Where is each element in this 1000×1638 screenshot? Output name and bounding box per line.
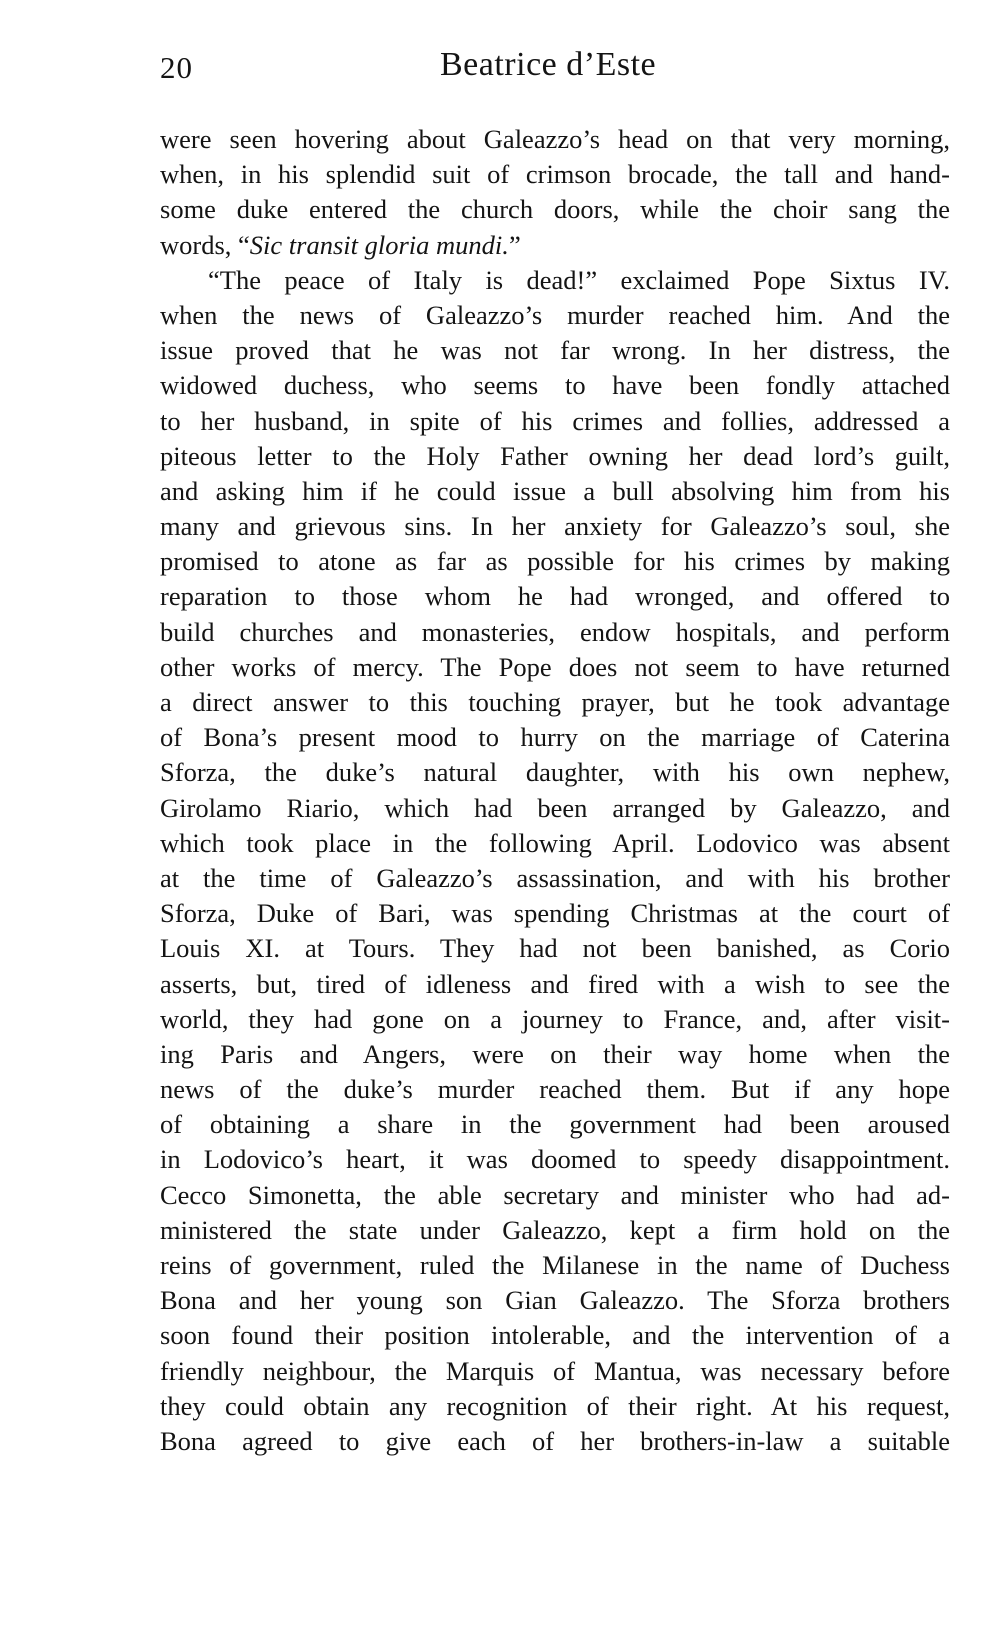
text-line: at the time of Galeazzo’s assassination, and with his brother xyxy=(160,862,950,893)
text-line: ing Paris and Angers, were on their way home when the xyxy=(160,1038,950,1069)
text-line: reins of government, ruled the Milanese in the name of Duchess xyxy=(160,1250,950,1280)
text-line: some duke entered the church doors, while the choir sang the xyxy=(160,194,950,225)
text-line: were seen hovering about Galeazzo’s head on that very morning, xyxy=(160,124,950,154)
text-line: world, they had gone on a journey to France, and, after visit- xyxy=(160,1003,950,1034)
body-text xyxy=(160,122,950,1459)
text-line: of obtaining a share in the government had been aroused xyxy=(160,1109,950,1140)
text-line: “The peace of Italy is dead!” exclaimed Pope Sixtus IV. xyxy=(208,264,950,295)
text-line: Sforza, the duke’s natural daughter, with his own nephew, xyxy=(160,757,950,788)
text-line: Sforza, Duke of Bari, was spending Christmas at the court of xyxy=(160,898,950,929)
text-line: Bona agreed to give each of her brothers-in-law a suitable xyxy=(160,1425,950,1456)
quote-suffix: ” xyxy=(508,229,521,260)
text-line: piteous letter to the Holy Father owning her dead lord’s guilt, xyxy=(160,440,950,471)
text-line: Cecco Simonetta, the able secretary and minister who had ad- xyxy=(160,1179,950,1210)
text-line: when the news of Galeazzo’s murder reached him. And the xyxy=(160,299,950,330)
text-line: they could obtain any recognition of their right. At his request, xyxy=(160,1390,950,1421)
page-number: 20 xyxy=(160,50,193,85)
text-line: asserts, but, tired of idleness and fired with a wish to see the xyxy=(160,968,950,999)
text-line: many and grievous sins. In her anxiety for Galeazzo’s soul, she xyxy=(160,511,950,542)
text-line: issue proved that he was not far wrong. In her distress, the xyxy=(160,335,950,366)
text-line: when, in his splendid suit of crimson brocade, the tall and hand- xyxy=(160,159,950,190)
text-line: friendly neighbour, the Marquis of Mantua, was necessary before xyxy=(160,1355,950,1386)
text-line: ministered the state under Galeazzo, kept a firm hold on the xyxy=(160,1214,950,1245)
running-title: Beatrice d’Este xyxy=(440,46,657,83)
text-line: widowed duchess, who seems to have been fondly attached xyxy=(160,370,950,401)
text-line: other works of mercy. The Pope does not seem to have returned xyxy=(160,651,950,682)
text-line: of Bona’s present mood to hurry on the marriage of Caterina xyxy=(160,722,950,753)
running-head xyxy=(160,46,950,94)
text-line: soon found their position intolerable, and the intervention of a xyxy=(160,1320,950,1351)
text-line: Bona and her young son Gian Galeazzo. The Sforza brothers xyxy=(160,1285,950,1316)
text-line: a direct answer to this touching prayer, but he took advantage xyxy=(160,687,950,717)
text-line: to her husband, in spite of his crimes and follies, addressed a xyxy=(160,405,950,436)
quote-prefix: words, “ xyxy=(160,229,250,260)
text-line: news of the duke’s murder reached them. But if any hope xyxy=(160,1074,950,1105)
text-line: build churches and monasteries, endow hospitals, and perform xyxy=(160,616,950,647)
text-line: and asking him if he could issue a bull absolving him from his xyxy=(160,475,950,506)
text-line: in Lodovico’s heart, it was doomed to speedy disappointment. xyxy=(160,1144,950,1175)
text-line: Louis XI. at Tours. They had not been banished, as Corio xyxy=(160,933,950,964)
text-line: promised to atone as far as possible for his crimes by making xyxy=(160,546,950,577)
quote-line xyxy=(160,228,950,263)
latin-quote: Sic transit gloria mundi. xyxy=(249,229,509,260)
text-line: reparation to those whom he had wronged, and offered to xyxy=(160,581,950,612)
text-line: which took place in the following April. Lodovico was absent xyxy=(160,827,950,858)
text-line: Girolamo Riario, which had been arranged by Galeazzo, and xyxy=(160,792,950,823)
